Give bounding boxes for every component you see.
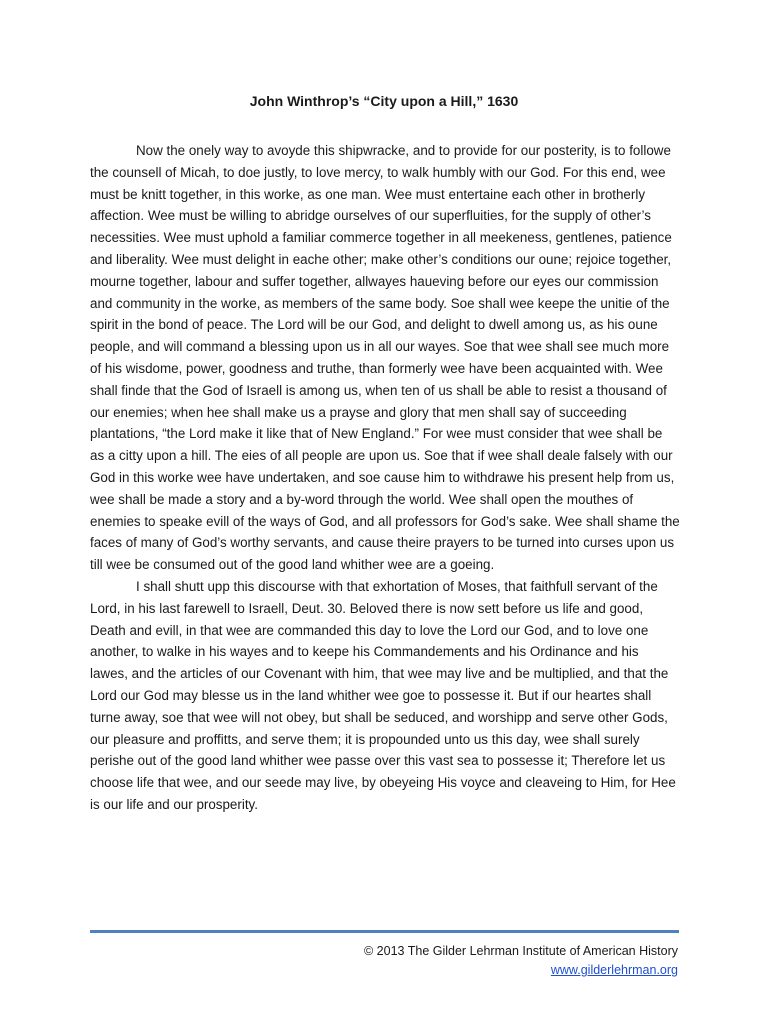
copyright-notice: © 2013 The Gilder Lehrman Institute of American History: [364, 944, 678, 958]
paragraph-2: I shall shutt upp this discourse with that exhortation of Moses, that faithfull servant of the Lord, in his last farewell to Israell, Deut. 30. Beloved there is now sett before us life and good, Death and evill, in that wee are commanded this day to love the Lord our God, and to love one another, to walke in his wayes and to keepe his Commandements and his Ordinance and his lawes, and the articles of our Covenant with him, that wee may live and be multiplied, and that the Lord our God may blesse us in the land whither wee goe to possesse it. But if our heartes shall turne away, soe that wee will not obey, but shall be seduced, and worshipp and serve other Gods, our pleasure and proffitts, and serve them; it is propounded unto us this day, wee shall surely perishe out of the good land whither wee passe over this vast sea to possesse it; Therefore let us choose life that wee, and our seede may live, by obeyeing His voyce and cleaveing to Him, for Hee is our life and our prosperity.: [90, 578, 676, 812]
footer: [364, 942, 678, 980]
document-title: John Winthrop’s “City upon a Hill,” 1630: [249, 93, 519, 109]
footer-divider: [90, 930, 679, 933]
document-body: [90, 140, 680, 816]
website-link[interactable]: www.gilderlehrman.org: [550, 963, 678, 977]
paragraph-1: Now the onely way to avoyde this shipwracke, and to provide for our posterity, is to followe the counsell of Micah, to doe justly, to love mercy, to walk humbly with our God. For this end, wee must be knitt together, in this worke, as one man. Wee must entertaine each other in brotherly affection. Wee must be willing to abridge ourselves of our superfluities, for the supply of other’s necessities. Wee must uphold a familiar commerce together in all meekeness, gentlenes, patience and liberality. Wee must delight in eache other; make other’s conditions our oune; rejoice together, mourne together, labour and suffer together, allwayes haueving before our eyes our commission and community in the worke, as members of the same body. Soe shall wee keepe the unitie of the spirit in the bond of peace. The Lord will be our God, and delight to dwell among us, as his oune people, and will command a blessing upon us in all our wayes. Soe that wee shall see much more of his wisdome, power, goodness and truthe, than formerly wee have been acquainted with. Wee shall finde that the God of Israell is among us, when ten of us shall be able to resist a thousand of our enemies; when hee shall make us a prayse and glory that men shall say of succeeding plantations, “the Lord make it like that of New England.” For wee must consider that wee shall be as a citty upon a hill. The eies of all people are upon us. Soe that if wee shall deale falsely with our God in this worke wee have undertaken, and soe cause him to withdrawe his present help from us, wee shall be made a story and a by-word through the world. Wee shall open the mouthes of enemies to speake evill of the ways of God, and all professors for God’s sake. Wee shall shame the faces of many of God’s worthy servants, and cause theire prayers to be turned into curses upon us till wee be consumed out of the good land whither wee are a goeing.: [90, 143, 680, 573]
